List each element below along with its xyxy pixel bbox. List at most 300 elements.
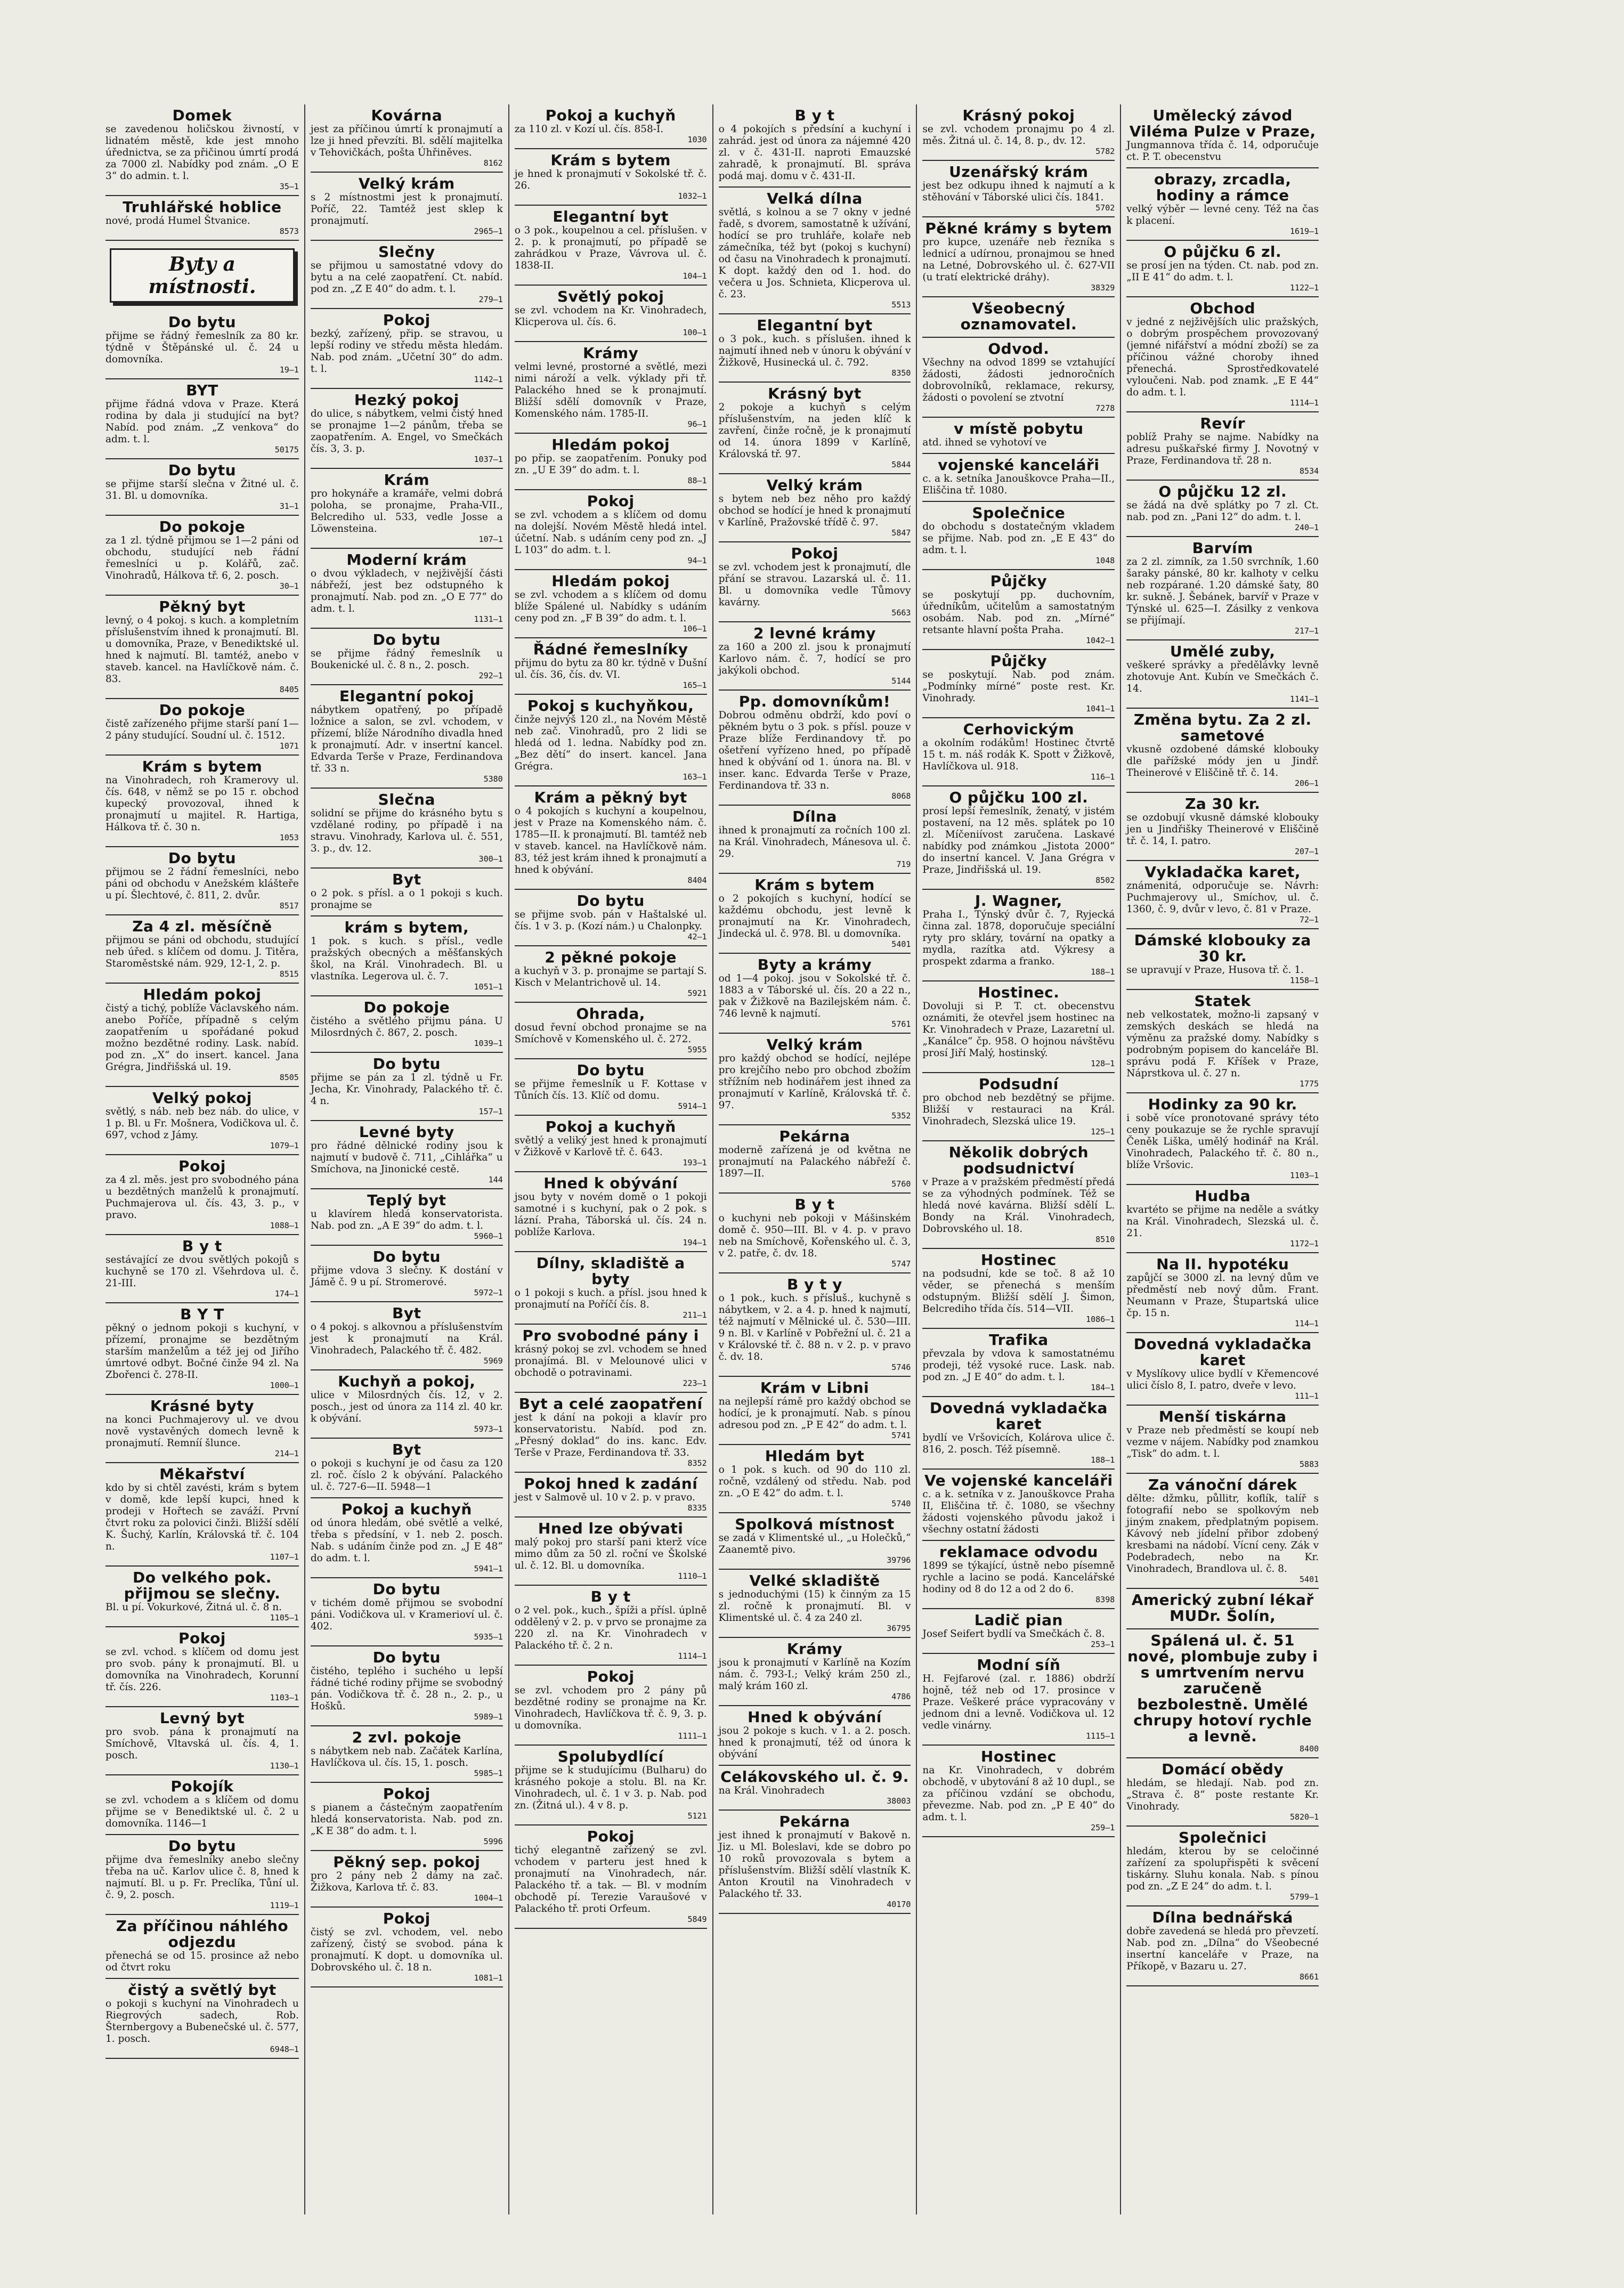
ad-reference-number: 111—1 bbox=[1294, 1391, 1319, 1401]
ad-body: pro obchod neb bezdětný se přijme. Bližší v restauraci na Král. Vinohradech, Slezská ulice 19. bbox=[922, 1092, 1115, 1127]
ad-body: jsou 2 pokoje s kuch. v 1. a 2. posch. hned k pronajmutí, též od února k obývání bbox=[718, 1725, 911, 1760]
ad-title: Krámy bbox=[786, 1640, 843, 1658]
ad-body: velmi levné, prostorné a světlé, mezi nimi nároží a velk. výklady při tř. Palackého hned se k pronajmutí. Bližší sdělí domovník v Praze, Komenského nám. 1785-II. bbox=[514, 361, 707, 419]
ad-reference-number: 5761 bbox=[891, 1019, 911, 1029]
classified-ad bbox=[515, 946, 707, 1003]
classified-ad bbox=[719, 474, 911, 542]
ad-title: Kuchyň a pokoj, bbox=[338, 1373, 476, 1390]
ad-reference-number: 5401 bbox=[891, 939, 911, 949]
ad-body: Josef Seifert bydlí va Smečkách č. 8. bbox=[922, 1628, 1105, 1640]
ad-body: o dvou výkladech, v nejživější části nábřeží, jest bez odstupného k pronajmutí. Nab. pod zn. „O E 77“ do adm. t. l. bbox=[310, 568, 503, 614]
ad-title: Pěkný byt bbox=[159, 598, 246, 615]
classified-ad bbox=[105, 596, 299, 699]
ad-reference-number: 1048 bbox=[1095, 556, 1115, 565]
ad-title: Hledám pokoj bbox=[551, 572, 670, 590]
ad-reference-number: 38329 bbox=[1091, 283, 1115, 293]
ad-title: Elegantní byt bbox=[553, 208, 669, 225]
ad-title: Umělecký závod Viléma Pulze v Praze, bbox=[1129, 107, 1316, 140]
ad-reference-number: 1081—1 bbox=[474, 1973, 503, 1983]
ad-reference-number: 188—1 bbox=[1091, 967, 1115, 977]
ad-body: pěkný o jednom pokoji s kuchyní, v přízemí, pronajme se bezdětným starším manželům a též jej od Jiřího úmrtové odbyt. Bočné činže 94 zl. Na Zbořenci č. 278-II. bbox=[105, 1323, 299, 1381]
ad-reference-number: 8534 bbox=[1300, 466, 1319, 476]
ad-title: Spolková místnost bbox=[735, 1515, 895, 1533]
ad-title: Pokoj bbox=[587, 492, 635, 510]
ad-title: Za vánoční dárek bbox=[1148, 1476, 1297, 1494]
classified-ad bbox=[1126, 990, 1319, 1093]
ad-reference-number: 1071 bbox=[279, 741, 299, 751]
ad-reference-number: 8517 bbox=[279, 901, 299, 911]
ad-body: po přip. se zaopatřením. Ponuky pod zn. „U E 39“ do adm. t. l. bbox=[514, 453, 707, 476]
classified-ad bbox=[515, 1172, 707, 1252]
ad-body: a kuchyň v 3. p. pronajme se partají S. Kisch v Melantrichově ul. 14. bbox=[514, 965, 707, 988]
ad-title: Pěkné krámy s bytem bbox=[925, 220, 1113, 237]
classified-ad bbox=[311, 549, 503, 629]
classified-ad bbox=[515, 695, 707, 786]
ad-body: na Kr. Vinohradech, v dobrém obchodě, v ubytování 8 až 10 dupl., se za příčinou vzdání se obchodu, převezme. Nab. pod zn. „P E 40“ do adm. t. l. bbox=[922, 1765, 1115, 1823]
ad-title: Krám s bytem bbox=[550, 151, 671, 169]
classified-ad bbox=[515, 1116, 707, 1172]
ad-title: Do bytu bbox=[168, 1837, 237, 1855]
classified-ad bbox=[1126, 1406, 1319, 1474]
classified-ad bbox=[719, 1445, 911, 1513]
ad-title: Do bytu bbox=[372, 631, 441, 648]
ad-body: se zvl. vchodem a s klíčem od domu na dolejší. Novém Městě hledá intel. účetní. Nab. s udáním ceny pod zn. „J L 103“ do adm. t. l. bbox=[514, 509, 707, 556]
ad-body: světlá, s kolnou a se 7 okny v jedné řadě, s dvorem, samostatně k užívání, hodící se pro truhláře, kolaře neb zámečníka, též byt (pokoj s kuchyní) od času na Vinohradech k pronajmutí. K dopt. každý den od 1. hod. do večera u Jos. Schnieta, Klicperova ul. č. 23. bbox=[718, 207, 911, 300]
ad-reference-number: 1142—1 bbox=[474, 375, 503, 384]
ad-body: se zavedenou holičskou živností, v lidnatém městě, kde jest mnoho úřednictva, se za přičinou úmrtí prodá za 7000 zl. Nabídky pod znám. „O E 3“ do admin. t. l. bbox=[105, 124, 299, 182]
ad-body: nábytkem opatřený, po případě ložnice a salon, se zvl. vchodem, v přízemí, blíže Národního divadla hned k pronajmutí. Adr. v insertní kancel. Edvarda Terše v Praze, Ferdinandova tř. 33 n. bbox=[310, 704, 503, 774]
ad-body: o 2 vel. pok., kuch., špíži a přísl. úplně oddělený v 2. p. v prvo se pronajme za 220 zl. na Kr. Vinohradech v Palackého tř. č. 2 n. bbox=[514, 1605, 707, 1651]
ad-reference-number: 1086—1 bbox=[1086, 1315, 1115, 1324]
classified-ad bbox=[311, 1578, 503, 1646]
ad-reference-number: 194—1 bbox=[683, 1238, 707, 1247]
ad-reference-number: 5883 bbox=[1300, 1459, 1319, 1469]
ad-title: obrazy, zrcadla, hodiny a rámce bbox=[1154, 171, 1292, 204]
classified-ad bbox=[719, 874, 911, 954]
ad-body: jest k dání na pokoji a klavír pro konservatoristu. Nabíd. pod zn. „Přesný doklad“ do ins. kanc. Edv. Terše v Praze, Ferdinandova tř. 33. bbox=[514, 1412, 707, 1458]
ad-body: Dobrou odměnu obdrží, kdo poví o pěkném bytu o 3 pok. s přísl. pouze v Praze blíže Ferdinandovy tř. po ošetření vyřízeno hned, po případě hned k obývání od 1. února na. Bl. v inser. kanc. Edvarda Terše v Praze, Ferdinandova tř. 33 n. bbox=[718, 710, 911, 791]
ad-reference-number: 39796 bbox=[887, 1555, 911, 1565]
ad-reference-number: 8502 bbox=[1095, 875, 1115, 885]
ad-body: se zvl. vchodem pro 2 pány pů bezdětné rodiny se pronajme na Kr. Vinohradech, Havlíčkova tř. č. 9, 3. p. u domovníka. bbox=[514, 1685, 707, 1731]
ad-body: 1899 se týkající, ústně nebo písemně rychle a lacino se podá. Kancelářské hodiny od 8 do 12 a od 2 do 6. bbox=[922, 1560, 1115, 1595]
ad-body: o 2 pok. s přísl. a o 1 pokoji s kuch. pronajme se bbox=[310, 888, 503, 911]
ad-reference-number: 5401 bbox=[1300, 1575, 1319, 1584]
classified-ad bbox=[105, 379, 299, 459]
ad-body: o 3 pok., koupelnou a cel. příslušen. v 2. p. k pronajmutí, po případě se zahrádkou v Praze, Vávrova ul. č. 1838-II. bbox=[514, 225, 707, 271]
classified-ad bbox=[311, 789, 503, 869]
ad-reference-number: 1030 bbox=[687, 135, 707, 144]
classified-ad bbox=[1126, 793, 1319, 861]
classified-ad bbox=[922, 217, 1115, 297]
classified-ad bbox=[105, 1915, 299, 1979]
ad-title: Velký krám bbox=[358, 175, 455, 192]
ad-body: se zvl. vchodem na Kr. Vinohradech, Klicperova ul. čís. 6. bbox=[514, 305, 707, 328]
ad-body: se ozdobují vkusně dámské klobouky jen u Jindřišky Theinerové v Eliščině tř. č. 14, I. patro. bbox=[1126, 812, 1319, 847]
ad-reference-number: 5121 bbox=[687, 1811, 707, 1821]
ad-reference-number: 5914—1 bbox=[678, 1101, 707, 1111]
ad-body: čistého a světlého přijmu pána. U Milosrdných č. 867, 2. posch. bbox=[310, 1016, 503, 1038]
ad-reference-number: 38003 bbox=[887, 1796, 911, 1806]
classified-ad bbox=[1126, 168, 1319, 241]
ad-title: Několik dobrých podsudnictví bbox=[948, 1143, 1089, 1177]
classified-ad bbox=[515, 1252, 707, 1325]
classified-ad bbox=[311, 241, 503, 309]
ad-body: přijme řádná vdova v Praze. Která rodina by dala ji studující na byt? Nabíd. pod znám. „Z venkova“ do adm. t. l. bbox=[105, 399, 299, 445]
ad-title: Pokojík bbox=[170, 1778, 234, 1795]
ad-title: Pokoj bbox=[383, 1910, 431, 1927]
ad-body: se žádá na dvě splátky po 7 zl. Ct. nab. pod zn. „Pani 12“ do adm. t. l. bbox=[1126, 500, 1319, 523]
ad-reference-number: 19—1 bbox=[279, 365, 299, 375]
classified-ad bbox=[1126, 241, 1319, 297]
classified-ad bbox=[515, 638, 707, 695]
ad-body: dosud řevní obchod pronajme se na Smíchově v Komenského ul. č. 272. bbox=[514, 1022, 707, 1045]
ad-title: Pekárna bbox=[779, 1813, 850, 1830]
classified-ad bbox=[105, 196, 299, 241]
ad-reference-number: 163—1 bbox=[683, 772, 707, 782]
classified-ad bbox=[719, 542, 911, 622]
ad-title: Krásné byty bbox=[150, 1397, 254, 1415]
ad-title: Moderní krám bbox=[346, 551, 467, 569]
classified-ad bbox=[515, 490, 707, 570]
ad-title: Krám a pěkný byt bbox=[534, 789, 687, 806]
ad-body: moderně zařízená je od května ne pronajmutí na Palackého nábřeží č. 1897—II. bbox=[718, 1145, 911, 1179]
classified-ad bbox=[311, 1726, 503, 1783]
ad-title: Měkařství bbox=[159, 1465, 245, 1483]
ad-body: sestávající ze dvou světlých pokojů s kuchyně se 170 zl. Všehrdova ul. č. 21-III. bbox=[105, 1254, 299, 1289]
ad-body: Bl. u pí. Vokurkové, Žitná ul. č. 8 n. bbox=[105, 1602, 282, 1613]
ad-title: Do bytu bbox=[576, 892, 645, 910]
ad-reference-number: 5847 bbox=[891, 528, 911, 538]
classified-ad bbox=[515, 1518, 707, 1586]
classified-ad bbox=[922, 1654, 1115, 1746]
ad-body: za 110 zl. v Kozí ul. čís. 858-I. bbox=[514, 124, 664, 135]
ad-body: poblíž Prahy se najme. Nabídky na adresu puškařské firmy J. Novotný v Praze, Ferdinandova tř. 28 n. bbox=[1126, 432, 1319, 466]
classified-ad bbox=[922, 718, 1115, 786]
ad-reference-number: 1141—1 bbox=[1289, 694, 1319, 704]
ad-reference-number: 104—1 bbox=[683, 271, 707, 281]
ad-reference-number: 223—1 bbox=[683, 1378, 707, 1388]
ad-reference-number: 72—1 bbox=[1300, 915, 1319, 924]
classified-ad bbox=[1126, 640, 1319, 709]
ad-reference-number: 40170 bbox=[887, 1900, 911, 1909]
classified-ad bbox=[922, 454, 1115, 502]
ad-body: kdo by si chtěl zavésti, krám s bytem v domě, kde lepší kupci, hned k prodeji v Hořtech se zaváží. První čtvrt roku za polovici činži. Bližší sdělí K. Šuchý, Karlín, Královská tř. č. 104 n. bbox=[105, 1482, 299, 1552]
ad-body: se přijme svob. pán v Haštalské ul. čís. 1 v 3. p. (Kozí nám.) u Chalonpky. bbox=[514, 909, 707, 932]
classified-ad bbox=[515, 1059, 707, 1116]
ad-body: o pokoji s kuchyní je od času za 120 zl. roč. číslo 2 k obývání. Palackého ul. č. 727-6—II. 5948—1 bbox=[310, 1458, 503, 1492]
classified-ad bbox=[311, 869, 503, 916]
ad-title: Do bytu bbox=[372, 1248, 441, 1265]
classified-ad bbox=[719, 1513, 911, 1570]
ad-title: Byty a krámy bbox=[757, 956, 872, 973]
classified-ad bbox=[105, 311, 299, 379]
ad-body: čistého, teplého i suchého u lepší řádné tiché rodiny přijme se svobodný pán. Vodičkova tř. č. 28 n., 2. p., u Hošků. bbox=[310, 1666, 503, 1712]
ad-title: Cerhovickým bbox=[963, 720, 1075, 738]
ad-title: Půjčky bbox=[990, 572, 1048, 590]
ad-title: Spálená ul. č. 51 nové, plombuje zuby i s umrtvením nervu zaručeně bezbolestně. Umělé chrupy hotoví rychle a levně. bbox=[1127, 1632, 1318, 1745]
ad-title: Domek bbox=[172, 107, 232, 124]
ad-reference-number: 193—1 bbox=[683, 1158, 707, 1167]
ad-body: čistý se zvl. vchodem, vel. nebo zařízený, čistý se svobod. pána k pronajmutí. K dopt. u domovníka ul. Dobrovského ul. č. 18 n. bbox=[310, 1927, 503, 1973]
ad-title: Ve vojenské kanceláři bbox=[924, 1472, 1113, 1489]
classified-ad bbox=[515, 786, 707, 890]
ad-reference-number: 1041—1 bbox=[1086, 704, 1115, 713]
ad-body: v Praze neb předměstí se koupí neb vezme v nájem. Nabídky pod znamkou „Tisk“ do adm. t. l. bbox=[1126, 1425, 1319, 1459]
classified-ad bbox=[515, 570, 707, 638]
ad-reference-number: 8405 bbox=[279, 685, 299, 694]
ad-reference-number: 144 bbox=[488, 1175, 503, 1184]
ad-reference-number: 217—1 bbox=[1294, 626, 1319, 636]
classified-ad bbox=[922, 981, 1115, 1073]
classified-ad bbox=[1126, 537, 1319, 640]
ad-body: o 1 pokoji s kuch. a přísl. jsou hned k pronajmutí na Poříčí čís. 8. bbox=[514, 1287, 707, 1310]
ad-body: a okolním rodákům! Hostinec čtvrtě 15 t. m. náš rodák K. Spott v Žižkově, Havlíčkova ul. 918. bbox=[922, 737, 1115, 772]
ad-reference-number: 1158—1 bbox=[1289, 976, 1319, 985]
ad-body: za 1 zl. týdně přijmou se 1—2 páni od obchodu, studující neb řádní řemeslníci u p. Kolářů, zač. Vinohradů, Hálkova tř. 6, 2. posch. bbox=[105, 535, 299, 581]
ad-title: Řádné řemeslníky bbox=[533, 640, 688, 658]
ad-body: i sobě více pronotované správy této ceny poukazuje se že rychle spravují Čeněk Liška, umělý hodinář na Král. Vinohradech, Palackého tř. č. 80 n., blíže Vršovic. bbox=[1126, 1113, 1319, 1171]
ad-reference-number: 5849 bbox=[687, 1914, 707, 1924]
classified-ad bbox=[922, 161, 1115, 217]
ad-body: světlý a veliký jest hned k pronajmutí v Žižkově v Karlově tř. č. 643. bbox=[514, 1135, 707, 1158]
ad-reference-number: 7278 bbox=[1095, 403, 1115, 413]
classified-ad bbox=[311, 1189, 503, 1246]
ad-title: Hned k obývání bbox=[543, 1174, 678, 1192]
classified-ad bbox=[719, 1377, 911, 1445]
ad-reference-number: 1105—1 bbox=[270, 1613, 299, 1622]
ad-body: o 3 pok., kuch. s příslušen. ihned k najmutí ihned neb v únoru k obývání v Žižkově, Husinecká ul. č. 792. bbox=[718, 334, 911, 368]
ad-title: Pokoj bbox=[587, 1668, 635, 1685]
ad-reference-number: 5955 bbox=[687, 1045, 707, 1054]
classified-ad bbox=[311, 389, 503, 469]
classified-ad bbox=[311, 1053, 503, 1121]
ad-reference-number: 100—1 bbox=[683, 328, 707, 337]
classified-ad bbox=[515, 1003, 707, 1059]
ad-title: Statek bbox=[1194, 992, 1251, 1010]
ad-body: krásný pokoj se zvl. vchodem se hned pronajímá. Bl. v Melounové ulici v obchodě o potravinami. bbox=[514, 1344, 707, 1378]
ad-title: Domácí obědy bbox=[1162, 1760, 1284, 1778]
ad-body: hledám, kterou by se celočinné zařízení za spolupřispěti k svěcení tiskárny. Sluhu konala. Nab. s pínou pod zn. „Z E 24“ do adm. t. l. bbox=[1126, 1846, 1319, 1892]
classified-ad bbox=[922, 1141, 1115, 1249]
ad-reference-number: 1131—1 bbox=[474, 614, 503, 624]
ad-reference-number: 165—1 bbox=[683, 680, 707, 690]
ad-reference-number: 114—1 bbox=[1294, 1319, 1319, 1328]
classified-ad bbox=[719, 1194, 911, 1273]
ad-title: vojenské kanceláři bbox=[938, 456, 1100, 474]
classified-ad bbox=[105, 1235, 299, 1303]
ad-reference-number: 1051—1 bbox=[474, 982, 503, 992]
ad-title: Hostinec bbox=[980, 1251, 1057, 1269]
ad-reference-number: 157—1 bbox=[478, 1107, 503, 1116]
classified-ad bbox=[515, 890, 707, 946]
ad-reference-number: 214—1 bbox=[274, 1449, 299, 1458]
ad-title: Do bytu bbox=[372, 1055, 441, 1073]
ad-title: Dílna bednářská bbox=[1152, 1909, 1293, 1926]
ad-reference-number: 8352 bbox=[687, 1458, 707, 1468]
ad-body: Praha I., Týnský dvůr č. 7, Ryjecká činna zal. 1878, doporučuje speciální ryty pro skláry, tovární na opatky a mydla, razítka atd. Výkresy a prospekt zdarma a franko. bbox=[922, 909, 1115, 967]
ad-reference-number: 1172—1 bbox=[1289, 1239, 1319, 1248]
ad-body: se přijme řádný řemeslník u Boukenické ul. č. 8 n., 2. posch. bbox=[310, 648, 503, 671]
classified-ad bbox=[1126, 412, 1319, 481]
ad-title: B Y T bbox=[180, 1305, 224, 1323]
ad-title: Pokoj bbox=[791, 545, 839, 562]
ad-body: přijmu do bytu za 80 kr. týdně v Dušní ul. čís. 36, čís. dv. VI. bbox=[514, 658, 707, 680]
ad-title: Hostinec. bbox=[978, 984, 1060, 1001]
ad-title: Pokoj bbox=[587, 1828, 635, 1845]
ad-body: čistý a tichý, poblíže Václavského nám. anebo Poříče, případně s celým zaopatřením u spořádané pokud možno bezdětné rodiny. Lask. nabíd. pod zn. „X“ do insert. kancel. Jana Grégra, Jindřišská ul. 19. bbox=[105, 1003, 299, 1073]
ad-title: Celákovského ul. č. 9. bbox=[720, 1768, 909, 1786]
ad-reference-number: 8398 bbox=[1095, 1595, 1115, 1604]
ad-reference-number: 1039—1 bbox=[474, 1038, 503, 1048]
ad-title: Velký krám bbox=[766, 476, 863, 494]
ad-title: Pokoj a kuchyň bbox=[341, 1500, 472, 1518]
classified-ad bbox=[105, 104, 299, 196]
ad-title: Velký krám bbox=[766, 1036, 863, 1053]
ad-reference-number: 8068 bbox=[891, 791, 911, 801]
classified-ad bbox=[719, 1125, 911, 1194]
ad-body: o 1 pok., kuch. s přísluš., kuchyně s nábytkem, v 2. a 4. p. hned k najmutí, též najmutí v Mělnické ul. č. 530—III. 9 n. Bl. v Karlíně v Pobřežní ul. č. 21 a v Královské tř. č. 88 n. v 2. p. v pravo č. dv. 18. bbox=[718, 1293, 911, 1362]
ad-title: Pro svobodné pány i bbox=[522, 1327, 699, 1344]
ad-body: o kuchyni neb pokoji v Mášinském domě č. 950—III. Bl. v 4. p. v pravo neb na Smíchově, Kořenského ul. č. 3, v 2. patře, č. dv. 18. bbox=[718, 1213, 911, 1259]
classified-ad bbox=[105, 1087, 299, 1155]
ad-title: Pokoj a kuchyň bbox=[545, 1118, 676, 1135]
ad-title: Všeobecný oznamovatel. bbox=[960, 299, 1077, 333]
ad-reference-number: 253—1 bbox=[1091, 1640, 1115, 1649]
ad-reference-number: 1079—1 bbox=[270, 1141, 299, 1150]
ad-reference-number: 8404 bbox=[687, 875, 707, 885]
ad-reference-number: 1122—1 bbox=[1289, 283, 1319, 293]
ad-reference-number: 5352 bbox=[891, 1111, 911, 1121]
ad-body: jest bez odkupu ihned k najmutí a k stěhování v Táborské ulici čís. 1841. bbox=[922, 180, 1115, 203]
ad-body: o 4 pokojích s předsíní a kuchyní i zahrád. jest od února za nájemné 420 zl. v č. 431-II. naproti Emauzské zahradě, k pronajmutí. Bl. správa podá maj. domu v č. 431-II. bbox=[718, 124, 911, 182]
ad-body: jsou byty v novém domě o 1 pokoji samotné i s kuchyní, pak o 2 pok. s lázní. Praha, Táborská ul. čís. 24 n. poblíže Karlova. bbox=[514, 1191, 707, 1238]
ad-title: Byt a celé zaopatření bbox=[518, 1395, 703, 1413]
ad-title: Dílna bbox=[792, 808, 837, 825]
classified-ad bbox=[1126, 1093, 1319, 1185]
ad-body: přijme se pán za 1 zl. týdně u Fr. Jecha, Kr. Vinohrady, Palackého tř. č. 4 n. bbox=[310, 1072, 503, 1107]
ad-title: Do bytu bbox=[372, 1649, 441, 1666]
classified-ad bbox=[105, 699, 299, 756]
classified-ad bbox=[922, 1397, 1115, 1470]
ad-reference-number: 211—1 bbox=[683, 1310, 707, 1320]
ad-body: dělte: džmku, půllitr, koflík, talíř s fotografií nebo se spolkovým neb jiným znakem, předplatným popisem. Kávový neb jídelní přibor zdobený kresbami na nádobí. Vícní ceny. Zák v Podebradech, nebo na Kr. Vinohradech, Brandlova ul. č. 8. bbox=[1126, 1493, 1319, 1575]
ad-title: Krásný pokoj bbox=[962, 107, 1075, 124]
ad-reference-number: 5513 bbox=[891, 300, 911, 310]
ad-title: Elegantní pokoj bbox=[339, 687, 474, 705]
ad-body: v jedné z nejživějších ulic pražských, o dobrým prospěchem provozovaný (jemné nifářství a módní zboží) se za příčinou vážné choroby ihned přenechá. Sprostředkovatelé vyloučeni. Nab. pod znamk. „E E 44“ do adm. t. l. bbox=[1126, 317, 1319, 398]
classified-ad bbox=[105, 1979, 299, 2059]
ad-reference-number: 5741 bbox=[891, 1431, 911, 1440]
ad-body: na podsudní, kde se toč. 8 až 10 věder, se přenechá s menším odstupným. Bližší sdělí J. Šimon, Belcrediho třída čís. 514—VII. bbox=[922, 1268, 1115, 1315]
ad-reference-number: 1130—1 bbox=[270, 1761, 299, 1771]
ad-reference-number: 1110—1 bbox=[678, 1571, 707, 1581]
ad-title: B y t bbox=[590, 1588, 631, 1605]
classified-ad bbox=[719, 188, 911, 314]
ad-title: Truhlářské hoblice bbox=[123, 198, 282, 216]
classified-ad bbox=[311, 1783, 503, 1851]
ad-title: Velký pokoj bbox=[152, 1089, 252, 1107]
ad-reference-number: 206—1 bbox=[1294, 778, 1319, 788]
ad-title: Velká dílna bbox=[767, 190, 863, 207]
ad-title: Krásný byt bbox=[768, 385, 862, 402]
classified-ad bbox=[1126, 1758, 1319, 1827]
ad-reference-number: 1119—1 bbox=[270, 1901, 299, 1910]
ad-reference-number: 5820—1 bbox=[1289, 1812, 1319, 1822]
ad-body: pro kupce, uzenáře neb řezníka s lednicí a udírnou, pronajmou se hned na Letné, Dobrovského ul. č. 627-VII (u tratí elektrické dráhy). bbox=[922, 237, 1115, 283]
ad-body: v Myslíkovy ulice bydlí v Křemencové ulici číslo 8, I. patro, dveře v levo. bbox=[1126, 1368, 1319, 1391]
classified-ad bbox=[311, 309, 503, 389]
ad-reference-number: 4786 bbox=[891, 1692, 911, 1701]
classified-ad bbox=[719, 104, 911, 188]
ad-body: se přijme starší slečna v Žitné ul. č. 31. Bl. u domovníka. bbox=[105, 478, 299, 501]
ad-body: pro řádné dělnické rodiny jsou k najmutí v budově č. 711, „Cihlářka“ u Smíchova, na Jinonické cestě. bbox=[310, 1140, 503, 1175]
ad-title: Levné byty bbox=[359, 1123, 454, 1141]
ad-title: Umělé zuby, bbox=[1170, 643, 1276, 660]
classified-ad bbox=[719, 1811, 911, 1914]
ad-title: čistý a světlý byt bbox=[128, 1981, 277, 1999]
classified-ad bbox=[922, 1073, 1115, 1141]
classified-ad bbox=[105, 516, 299, 596]
ad-body: od února hledám, obé světlé a velké, třeba s předsíní, v 1. neb 2. posch. Nab. s udáním činže pod zn. „J E 48“ do adm. t. l. bbox=[310, 1518, 503, 1564]
ad-body: s pianem a částečným zaopatřením hledá konservatorista. Nab. pod zn. „K E 38“ do adm. t. l. bbox=[310, 1802, 503, 1837]
ad-title: J. Wagner, bbox=[975, 892, 1062, 910]
ad-body: na nejlepší rámě pro každý obchod se hodící, je k pronajmutí. Nab. s pínou adresou pod zn. „P E 42“ do adm. t. l. bbox=[718, 1396, 911, 1431]
classified-ad bbox=[922, 104, 1115, 161]
ad-body: na konci Puchmajerovy ul. ve dvou nově vystavěných domech levně k pronajmutí. Remníí šlunce. bbox=[105, 1414, 299, 1449]
ad-reference-number: 8350 bbox=[891, 368, 911, 378]
ad-reference-number: 5921 bbox=[687, 988, 707, 998]
ad-reference-number: 5782 bbox=[1095, 147, 1115, 156]
ad-body: s nábytkem neb nab. Začátek Karlína, Havlíčkova ul. čís. 15, 1. posch. bbox=[310, 1746, 503, 1768]
classified-ad bbox=[311, 629, 503, 685]
ad-reference-number: 300—1 bbox=[478, 854, 503, 864]
ad-reference-number: 5960—1 bbox=[474, 1231, 503, 1241]
classified-ad bbox=[1126, 1253, 1319, 1333]
ad-body: přijme dva řemeslníky anebo slečny třeba na uč. Karlov ulice č. 8, hned k najmutí. Bl. u p. Fr. Preclíka, Tůní ul. č. 9, 2. posch. bbox=[105, 1854, 299, 1901]
ad-title: Obchod bbox=[1190, 299, 1256, 317]
ad-body: přijme se řádný řemeslník za 80 kr. týdně v Štěpánské ul. č. 24 u domovníka. bbox=[105, 330, 299, 365]
ad-reference-number: 125—1 bbox=[1091, 1127, 1115, 1137]
ad-title: Společnice bbox=[972, 504, 1066, 522]
ad-reference-number: 207—1 bbox=[1294, 847, 1319, 856]
ad-reference-number: 8661 bbox=[1300, 1972, 1319, 1982]
ad-title: Americký zubní lékař MUDr. Šolín, bbox=[1131, 1591, 1314, 1625]
ad-reference-number: 5747 bbox=[891, 1259, 911, 1269]
classified-ad bbox=[105, 756, 299, 847]
ad-title: Za příčinou náhlého odjezdu bbox=[116, 1917, 289, 1951]
ad-reference-number: 5844 bbox=[891, 460, 911, 469]
ad-body: pro svob. pána k pronajmutí na Smíchově, Vltavská ul. čís. 4, 1. posch. bbox=[105, 1726, 299, 1761]
ad-title: Krám v Libni bbox=[760, 1379, 870, 1397]
ad-body: se poskytují pp. duchovním, úředníkům, učitelům a samostatným osobám. Nab. pod zn. „Mírné“ retsante hlavní pošta Praha. bbox=[922, 589, 1115, 636]
ad-title: Světlý pokoj bbox=[557, 288, 664, 305]
ad-reference-number: 2965—1 bbox=[474, 226, 503, 236]
ad-reference-number: 5935—1 bbox=[474, 1632, 503, 1642]
classified-ad bbox=[105, 1303, 299, 1395]
classified-ad bbox=[311, 996, 503, 1053]
ad-reference-number: 1111—1 bbox=[678, 1731, 707, 1741]
section-heading: Byty a místnosti. bbox=[110, 248, 295, 303]
ad-body: solidní se přijme do krásného bytu s vzdělané rodiny, po případě i na stravu. Vinohrady, Karlova ul. č. 551, 3. p., dv. 12. bbox=[310, 808, 503, 854]
ad-title: Krám s bytem bbox=[754, 876, 875, 894]
ad-reference-number: 5941—1 bbox=[474, 1564, 503, 1573]
ad-title: Byt bbox=[392, 1441, 421, 1458]
classified-ad bbox=[311, 469, 503, 549]
ad-reference-number: 128—1 bbox=[1091, 1059, 1115, 1068]
ad-body: jest v Salmově ul. 10 v 2. p. v pravo. bbox=[514, 1492, 695, 1503]
ad-body: o 1 pok. s kuch. od 90 do 110 zl. ročně, vzdálený od středu. Nab. pod zn. „O E 42“ do adm. t. l. bbox=[718, 1464, 911, 1499]
